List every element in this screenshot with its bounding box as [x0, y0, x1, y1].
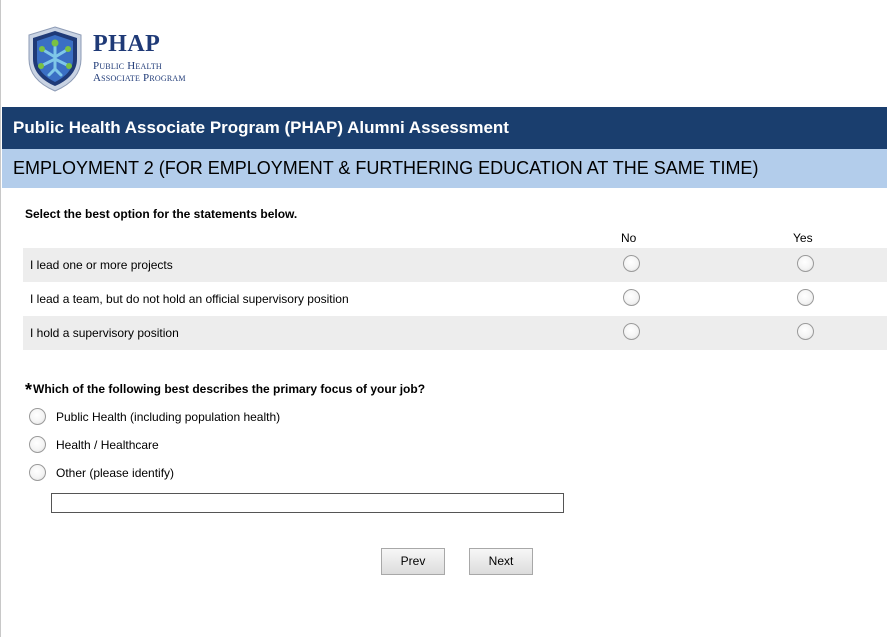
- phap-logo: [25, 25, 225, 95]
- next-button[interactable]: Next: [469, 548, 533, 575]
- required-marker: *: [25, 380, 33, 400]
- radio-yes[interactable]: [797, 323, 814, 340]
- radio-public-health[interactable]: [29, 408, 46, 425]
- matrix-question-prompt: Select the best option for the statements below.: [25, 207, 298, 221]
- matrix-row-statement: I lead one or more projects: [30, 258, 173, 272]
- option-label: Health / Healthcare: [56, 438, 159, 452]
- radio-no[interactable]: [623, 289, 640, 306]
- survey-title: Public Health Associate Program (PHAP) Alumni Assessment: [2, 107, 887, 149]
- radio-yes[interactable]: [797, 289, 814, 306]
- option-label: Other (please identify): [56, 466, 175, 480]
- prev-button[interactable]: Prev: [381, 548, 445, 575]
- logo-subtitle-line1: Public Health: [93, 60, 162, 72]
- focus-question-prompt: Which of the following best describes the primary focus of your job?: [33, 382, 426, 396]
- phap-shield-logo-icon: [25, 25, 85, 93]
- option-public-health[interactable]: [29, 408, 429, 428]
- matrix-row-statement: I hold a supervisory position: [30, 326, 179, 340]
- radio-no[interactable]: [623, 255, 640, 272]
- other-text-input[interactable]: [51, 493, 564, 513]
- matrix-row-statement: I lead a team, but do not hold an official supervisory position: [30, 292, 349, 306]
- option-label: Public Health (including population health): [56, 410, 281, 424]
- section-heading: EMPLOYMENT 2 (FOR EMPLOYMENT & FURTHERING EDUCATION AT THE SAME TIME): [2, 149, 887, 188]
- radio-healthcare[interactable]: [29, 436, 46, 453]
- matrix-row: [23, 248, 887, 282]
- radio-other[interactable]: [29, 464, 46, 481]
- column-header-yes: Yes: [793, 231, 813, 245]
- focus-question: [25, 380, 425, 401]
- column-header-no: No: [621, 231, 637, 245]
- option-healthcare[interactable]: [29, 436, 429, 456]
- option-other[interactable]: [29, 464, 429, 484]
- logo-title: PHAP: [93, 31, 161, 57]
- matrix-row: [23, 316, 887, 350]
- radio-yes[interactable]: [797, 255, 814, 272]
- radio-no[interactable]: [623, 323, 640, 340]
- logo-subtitle-line2: Associate Program: [93, 72, 186, 84]
- matrix-row: [23, 282, 887, 316]
